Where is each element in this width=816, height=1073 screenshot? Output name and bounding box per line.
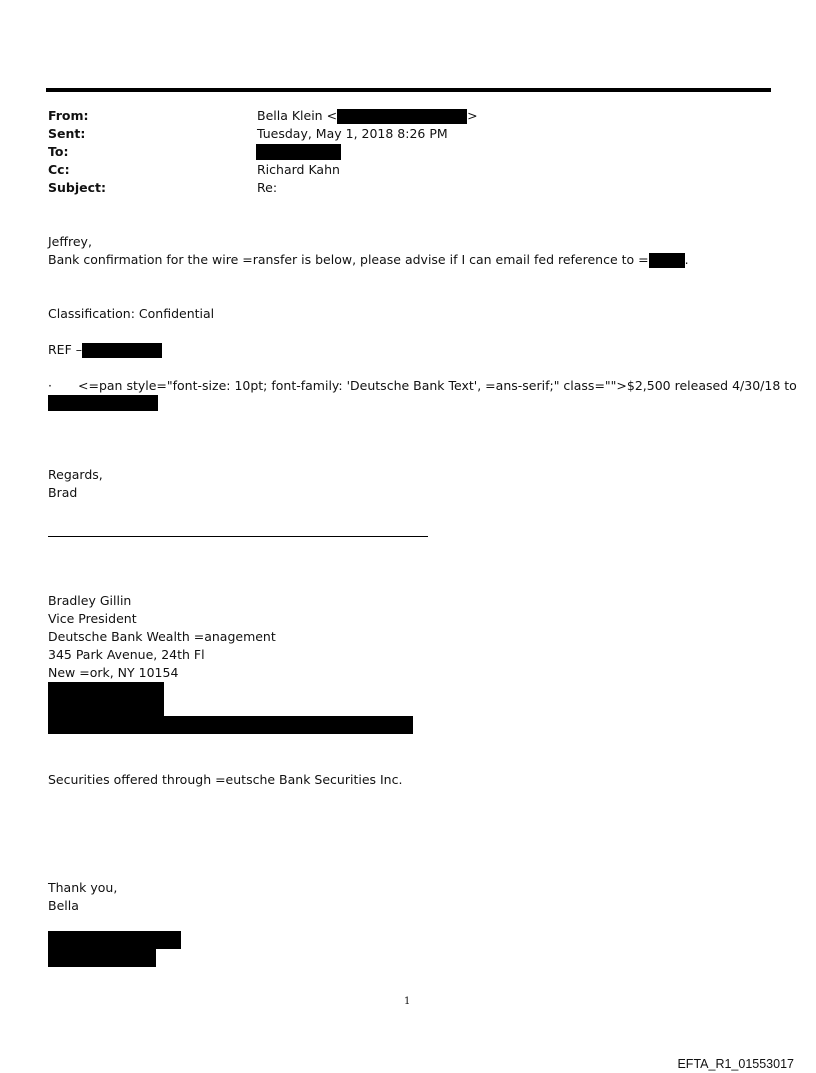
signature-company: Deutsche Bank Wealth =anagement (48, 629, 276, 644)
bullet-mark: · (48, 378, 52, 393)
securities-disclaimer: Securities offered through =eutsche Bank Securities Inc. (48, 772, 403, 787)
body-line-1 (48, 251, 689, 269)
page-number: 1 (404, 996, 411, 1007)
redacted-signature-email (48, 716, 413, 734)
ref-line (48, 341, 162, 359)
signature-title: Vice President (48, 611, 137, 626)
from-label: From: (48, 108, 89, 123)
from-value (257, 107, 478, 125)
signature-divider (48, 536, 428, 537)
cc-value: Richard Kahn (257, 162, 340, 177)
redacted-reference-recipient (649, 253, 685, 268)
redacted-beneficiary (48, 395, 158, 411)
to-label: To: (48, 144, 69, 159)
closing-name: Bella (48, 898, 79, 913)
closing-thanks: Thank you, (48, 880, 118, 895)
bullet-text: <=pan style="font-size: 10pt; font-family: 'Deutsche Bank Text', =ans-serif;" class="">$2,500 released 4/30/18 to (78, 378, 797, 393)
from-suffix: > (467, 108, 478, 123)
regards-name: Brad (48, 485, 78, 500)
redacted-phone (48, 682, 164, 716)
subject-value: Re: (257, 180, 278, 195)
greeting: Jeffrey, (48, 234, 92, 249)
signature-address-2: New =ork, NY 10154 (48, 665, 179, 680)
signature-address-1: 345 Park Avenue, 24th Fl (48, 647, 205, 662)
cc-label: Cc: (48, 162, 70, 177)
classification: Classification: Confidential (48, 306, 215, 321)
redacted-closing-title (48, 931, 181, 949)
redacted-ref (82, 343, 162, 358)
body-line-1-text: Bank confirmation for the wire =ransfer is below, please advise if I can email fed reference to = (48, 252, 649, 267)
from-name: Bella Klein < (257, 108, 338, 123)
ref-label: REF – (48, 342, 82, 357)
sent-label: Sent: (48, 126, 86, 141)
redacted-closing-contact (48, 949, 156, 967)
sent-value: Tuesday, May 1, 2018 8:26 PM (257, 126, 448, 141)
regards: Regards, (48, 467, 103, 482)
body-line-1-end: . (684, 252, 689, 267)
header-rule (46, 88, 771, 92)
redacted-recipient (256, 144, 341, 160)
bullet-line (48, 377, 797, 395)
redacted-email (337, 109, 467, 124)
subject-label: Subject: (48, 180, 106, 195)
signature-name: Bradley Gillin (48, 593, 132, 608)
document-id: EFTA_R1_01553017 (677, 1057, 794, 1071)
